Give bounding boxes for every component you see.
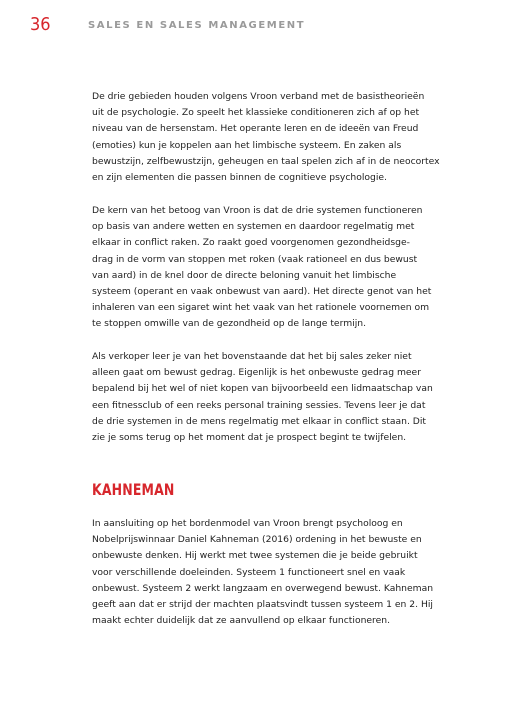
paragraph-vroon-theories	[92, 89, 440, 186]
running-header: SALES EN SALES MANAGEMENT	[88, 20, 306, 31]
text-line: voor verschillende doeleinden. Systeem 1 functioneert snel en vaak	[92, 566, 406, 578]
text-line: (emoties) kun je koppelen aan het limbische systeem. En zaken als	[92, 139, 402, 151]
text-line: In aansluiting op het bordenmodel van Vroon brengt psycholoog en	[92, 518, 403, 529]
text-line: onbewust. Systeem 2 werkt langzaam en overwegend bewust. Kahneman	[92, 582, 434, 594]
text-line: en zijn elementen die passen binnen de cognitieve psychologie.	[92, 172, 387, 184]
text-line: van aard) in de knel door de directe beloning vanuit het limbische	[92, 269, 397, 281]
text-line: alleen gaat om bewust gedrag. Eigenlijk is het onbewuste gedrag meer	[92, 367, 421, 379]
text-line: een fitnessclub of een reeks personal training sessies. Tevens leer je dat	[92, 399, 426, 411]
text-line: niveau van de hersenstam. Het operante leren en de ideeën van Freud	[92, 123, 419, 135]
text-line: te stoppen omwille van de gezondheid op de lange termijn.	[92, 318, 366, 330]
text-line: maakt echter duidelijk dat ze aanvullend op elkaar functioneren.	[92, 615, 391, 627]
text-line: systeem (operant en vaak onbewust van aard). Het directe genot van het	[92, 286, 432, 298]
text-line: de drie systemen in de mens regelmatig met elkaar in conflict staan. Dit	[92, 415, 427, 427]
paragraph-kahneman	[92, 516, 432, 629]
page-number: 36	[30, 14, 51, 35]
section-heading-kahneman: KAHNEMAN	[92, 480, 175, 499]
text-line: bewustzijn, zelfbewustzijn, geheugen en taal spelen zich af in de neocortex	[92, 155, 440, 167]
text-line: drag in de vorm van stoppen met roken (vaak rationeel en dus bewust	[92, 253, 418, 265]
paragraph-sales-lesson	[92, 349, 432, 446]
text-line: inhaleren van een sigaret wint het vaak van het rationele voornemen om	[92, 302, 430, 314]
text-line: op basis van andere wetten en systemen en daardoor regelmatig met	[92, 221, 415, 233]
text-line: Nobelprijswinnaar Daniel Kahneman (2016) ordening in het bewuste en	[92, 534, 422, 546]
text-line: elkaar in conflict raken. Zo raakt goed voorgenomen gezondheidsge-	[92, 237, 410, 249]
text-line: Als verkoper leer je van het bovenstaande dat het bij sales zeker niet	[92, 351, 412, 362]
text-line: uit de psychologie. Zo speelt het klassieke conditioneren zich af op het	[92, 107, 420, 119]
text-line: De drie gebieden houden volgens Vroon verband met de basistheorieën	[92, 91, 425, 102]
text-line: De kern van het betoog van Vroon is dat de drie systemen functioneren	[92, 205, 423, 216]
text-line: onbewuste denken. Hij werkt met twee systemen die je beide gebruikt	[92, 550, 418, 562]
text-line: zie je soms terug op het moment dat je prospect begint te twijfelen.	[92, 432, 407, 444]
text-line: bepalend bij het wel of niet kopen van bijvoorbeeld een lidmaatschap van	[92, 383, 433, 395]
paragraph-vroon-conflict	[92, 203, 432, 333]
text-line: geeft aan dat er strijd der machten plaatsvindt tussen systeem 1 en 2. Hij	[92, 599, 433, 611]
